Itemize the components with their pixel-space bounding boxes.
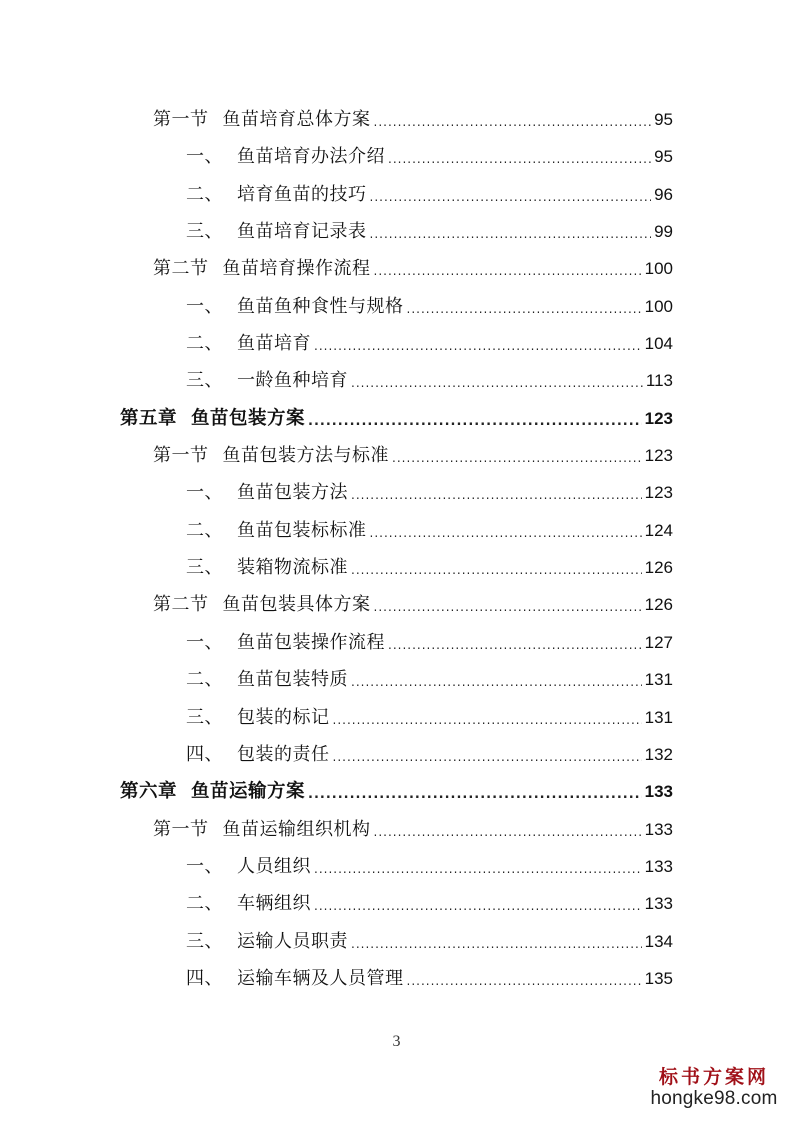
toc-entry-title: 鱼苗鱼种食性与规格 — [237, 295, 404, 317]
toc-entry-page-number: 100 — [644, 259, 673, 279]
toc-entry-item[interactable] — [0, 325, 793, 362]
toc-entry-title: 装箱物流标准 — [237, 557, 348, 579]
toc-entry-number: 三、 — [186, 221, 223, 243]
toc-entry-label — [153, 811, 371, 848]
dot-leader — [407, 963, 642, 1000]
site-watermark — [649, 1066, 779, 1110]
toc-entry-label — [153, 250, 371, 287]
dot-leader — [370, 515, 642, 552]
toc-entry-item[interactable] — [0, 661, 793, 698]
toc-entry-number: 第一节 — [153, 445, 209, 467]
toc-entry-title: 鱼苗包装特质 — [237, 669, 348, 691]
toc-entry-page-number: 126 — [644, 558, 673, 578]
toc-entry-page-number: 95 — [654, 110, 673, 129]
watermark-site-name: 标书方案网 — [658, 1066, 769, 1088]
toc-entry-item[interactable] — [0, 474, 793, 511]
toc-entry-number: 一、 — [186, 482, 223, 504]
toc-entry-page-number: 127 — [644, 632, 673, 652]
dot-leader — [388, 141, 651, 178]
toc-entry-number: 一、 — [186, 146, 223, 168]
toc-entry-number: 一、 — [186, 631, 223, 653]
toc-entry-label — [120, 773, 305, 810]
toc-entry-label — [186, 923, 348, 960]
toc-entry-label — [153, 586, 371, 623]
toc-entry-page-number: 126 — [644, 595, 673, 615]
dot-leader — [314, 851, 642, 888]
toc-entry-section[interactable] — [0, 811, 793, 848]
dot-leader — [351, 664, 642, 701]
toc-entry-label — [186, 176, 367, 213]
toc-entry-label — [186, 699, 330, 736]
toc-entry-item[interactable] — [0, 176, 793, 213]
toc-entry-number: 一、 — [186, 295, 223, 317]
dot-leader — [374, 589, 642, 626]
toc-entry-page-number: 133 — [644, 819, 673, 839]
toc-entry-label — [186, 848, 311, 885]
toc-entry-label — [186, 624, 385, 661]
toc-entry-number: 第一节 — [153, 818, 209, 840]
dot-leader — [374, 253, 642, 290]
toc-entry-title: 鱼苗培育操作流程 — [222, 258, 371, 280]
toc-entry-section[interactable] — [0, 437, 793, 474]
dot-leader — [407, 291, 642, 328]
toc-entry-label — [153, 437, 389, 474]
toc-entry-number: 第五章 — [120, 407, 178, 429]
dot-leader — [370, 179, 652, 216]
toc-entry-title: 鱼苗包装方案 — [191, 407, 306, 429]
dot-leader — [374, 814, 642, 851]
toc-entry-page-number: 123 — [644, 483, 673, 503]
toc-entry-number: 三、 — [186, 557, 223, 579]
toc-entry-title: 鱼苗培育 — [237, 333, 311, 355]
dot-leader — [374, 104, 652, 141]
toc-entry-number: 第二节 — [153, 594, 209, 616]
toc-entry-item[interactable] — [0, 549, 793, 586]
toc-entry-item[interactable] — [0, 699, 793, 736]
toc-entry-page-number: 123 — [644, 446, 673, 466]
toc-entry-title: 培育鱼苗的技巧 — [237, 183, 367, 205]
toc-entry-page-number: 104 — [644, 334, 673, 354]
toc-entry-item[interactable] — [0, 624, 793, 661]
toc-entry-page-number: 100 — [644, 296, 673, 316]
toc-entry-label — [186, 549, 348, 586]
dot-leader — [351, 365, 643, 402]
toc-entry-title: 一龄鱼种培育 — [237, 370, 348, 392]
toc-entry-item[interactable] — [0, 736, 793, 773]
toc-entry-page-number: 131 — [644, 670, 673, 690]
toc-entry-title: 车辆组织 — [237, 893, 311, 915]
toc-entry-item[interactable] — [0, 362, 793, 399]
toc-entry-title: 鱼苗培育总体方案 — [222, 109, 371, 130]
toc-entry-label — [186, 362, 348, 399]
toc-entry-item[interactable] — [0, 288, 793, 325]
toc-entry-page-number: 133 — [644, 856, 673, 876]
toc-entry-label — [186, 288, 404, 325]
table-of-contents — [0, 101, 793, 997]
toc-entry-page-number: 134 — [644, 931, 673, 951]
toc-entry-number: 第六章 — [120, 781, 178, 803]
toc-entry-label — [186, 885, 311, 922]
dot-leader — [333, 739, 642, 776]
dot-leader — [388, 627, 642, 664]
toc-entry-title: 运输人员职责 — [237, 930, 348, 952]
toc-entry-title: 运输车辆及人员管理 — [237, 967, 404, 989]
toc-entry-label — [186, 960, 404, 997]
toc-entry-number: 三、 — [186, 706, 223, 728]
toc-entry-title: 鱼苗包装方法 — [237, 482, 348, 504]
dot-leader — [308, 776, 642, 813]
toc-entry-title: 鱼苗包装具体方案 — [222, 594, 371, 616]
dot-leader — [351, 552, 642, 589]
toc-entry-number: 四、 — [186, 743, 223, 765]
toc-entry-label — [186, 213, 367, 250]
toc-entry-label — [186, 512, 367, 549]
toc-entry-item[interactable] — [0, 848, 793, 885]
toc-entry-label — [186, 474, 348, 511]
toc-entry-section[interactable] — [0, 250, 793, 287]
toc-entry-item[interactable] — [0, 923, 793, 960]
toc-entry-number: 三、 — [186, 370, 223, 392]
toc-entry-number: 第二节 — [153, 258, 209, 280]
toc-entry-item[interactable] — [0, 138, 793, 175]
dot-leader — [351, 477, 642, 514]
dot-leader — [392, 440, 642, 477]
toc-entry-section[interactable] — [0, 586, 793, 623]
toc-entry-number: 二、 — [186, 333, 223, 355]
toc-entry-page-number: 113 — [645, 371, 673, 391]
toc-entry-title: 鱼苗运输方案 — [191, 781, 306, 803]
toc-entry-item[interactable] — [0, 960, 793, 997]
dot-leader — [333, 702, 642, 739]
toc-entry-title: 鱼苗培育办法介绍 — [237, 146, 385, 168]
toc-entry-page-number: 95 — [654, 147, 673, 167]
page-number: 3 — [392, 1033, 401, 1050]
dot-leader — [314, 328, 642, 365]
toc-entry-number: 二、 — [186, 669, 223, 691]
toc-entry-title: 人员组织 — [237, 855, 311, 877]
dot-leader — [308, 403, 642, 440]
toc-entry-label — [120, 400, 305, 437]
toc-entry-label — [186, 138, 385, 175]
toc-entry-page-number: 96 — [654, 184, 673, 204]
toc-entry-number: 一、 — [186, 855, 223, 877]
toc-entry-title: 包装的责任 — [237, 743, 330, 765]
toc-entry-number: 四、 — [186, 967, 223, 989]
toc-entry-label — [153, 101, 371, 138]
toc-entry-number: 二、 — [186, 519, 223, 541]
dot-leader — [370, 216, 652, 253]
toc-entry-title: 包装的标记 — [237, 706, 330, 728]
toc-entry-section[interactable] — [0, 101, 793, 138]
toc-entry-chapter[interactable] — [0, 773, 793, 810]
toc-entry-page-number: 133 — [644, 894, 673, 914]
toc-entry-number: 二、 — [186, 893, 223, 915]
dot-leader — [351, 926, 642, 963]
toc-entry-number: 三、 — [186, 930, 223, 952]
toc-entry-title: 鱼苗培育记录表 — [237, 221, 367, 243]
toc-entry-page-number: 99 — [654, 222, 673, 242]
toc-entry-label — [186, 325, 311, 362]
toc-entry-item[interactable] — [0, 512, 793, 549]
toc-entry-title: 鱼苗运输组织机构 — [222, 818, 371, 840]
toc-entry-page-number: 124 — [644, 520, 673, 540]
toc-entry-page-number: 132 — [644, 744, 673, 764]
toc-entry-number: 二、 — [186, 183, 223, 205]
toc-entry-page-number: 123 — [644, 408, 673, 428]
toc-entry-title: 鱼苗包装操作流程 — [237, 631, 385, 653]
toc-entry-page-number: 133 — [644, 782, 673, 802]
toc-entry-title: 鱼苗包装方法与标准 — [222, 445, 389, 467]
toc-entry-label — [186, 736, 330, 773]
toc-entry-page-number: 131 — [644, 707, 673, 727]
toc-entry-title: 鱼苗包装标标准 — [237, 519, 367, 541]
toc-entry-item[interactable] — [0, 885, 793, 922]
toc-entry-chapter[interactable] — [0, 400, 793, 437]
toc-entry-page-number: 135 — [644, 968, 673, 988]
toc-entry-item[interactable] — [0, 213, 793, 250]
watermark-domain: hongke98.com — [650, 1088, 778, 1109]
dot-leader — [314, 888, 642, 925]
toc-entry-number: 第一节 — [153, 109, 209, 130]
toc-entry-label — [186, 661, 348, 698]
